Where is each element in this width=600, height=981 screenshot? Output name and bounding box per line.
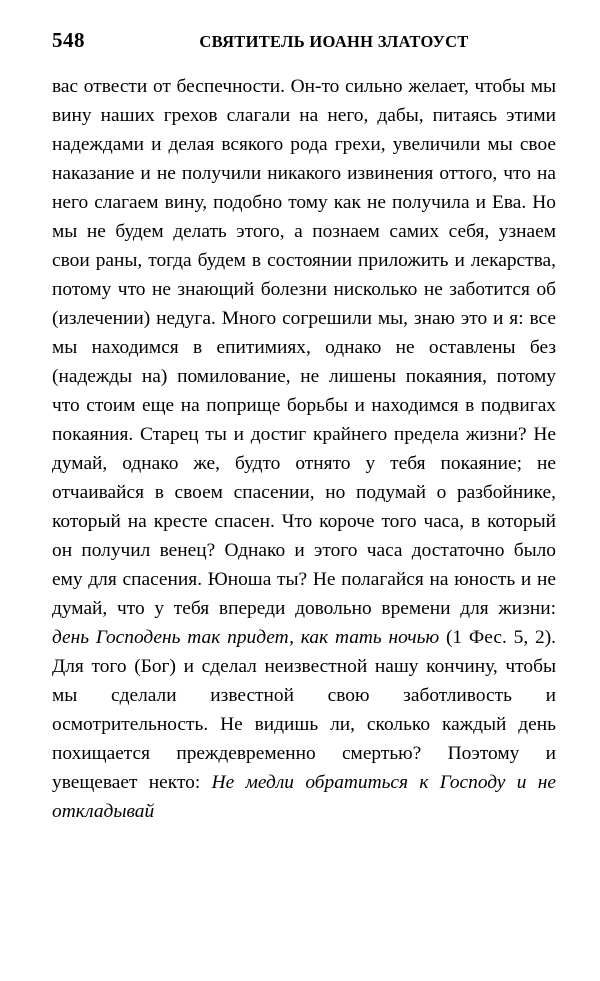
body-segment: вас отвести от беспечности. Он-то сильно желает, чтобы мы вину наших грехов слагали на него, дабы, питаясь этими надеждами и делая всякого рода грехи, увеличили мы свое наказание и не получили никакого извинения оттого, что на него слагаем вину, подобно тому как не получила и Ева. Но мы не будем делать этого, а познаем самих себя, узнаем свои раны, тогда будем в состоянии приложить и лекарства, потому что не знающий болезни нисколько не заботится об (излечении) недуга. Много согрешили мы, знаю это и я: все мы находимся в епитимиях, однако не оставлены без (надежды на) помилование, не лишены покаяния, потому что стоим еще на поприще борьбы и находимся в подвигах покаяния. Старец ты и достиг крайнего предела жизни? Не думай, однако же, будто отнято у тебя покаяние; не отчаивайся в своем спасении, но подумай о разбойнике, который на кресте спасен. Что короче того часа, в который он получил венец? Однако и этого часа достаточно было ему для спасения. Юноша ты? Не полагайся на юность и не думай, что у тебя впереди довольно времени для жизни:	[52, 76, 556, 619]
page-number: 548	[52, 28, 85, 52]
running-title: СВЯТИТЕЛЬ ИОАНН ЗЛАТОУСТ	[199, 32, 469, 51]
body-segment-italic: Не медли обратиться к Господу и не откладывай	[52, 772, 557, 822]
body-segment: (1 Фес. 5, 2). Для того (Бог) и сделал неизвестной нашу кончину, чтобы мы сделали известной свою заботливость и осмотрительность. Не видишь ли, сколько каждый день похищается преждевременно смертью? Поэтому и увещевает некто:	[52, 627, 556, 793]
body-paragraph	[52, 72, 556, 826]
page-header	[52, 28, 556, 62]
body-segment-italic: день Господень так придет, как тать ночью	[52, 627, 440, 648]
page-body	[52, 72, 556, 826]
